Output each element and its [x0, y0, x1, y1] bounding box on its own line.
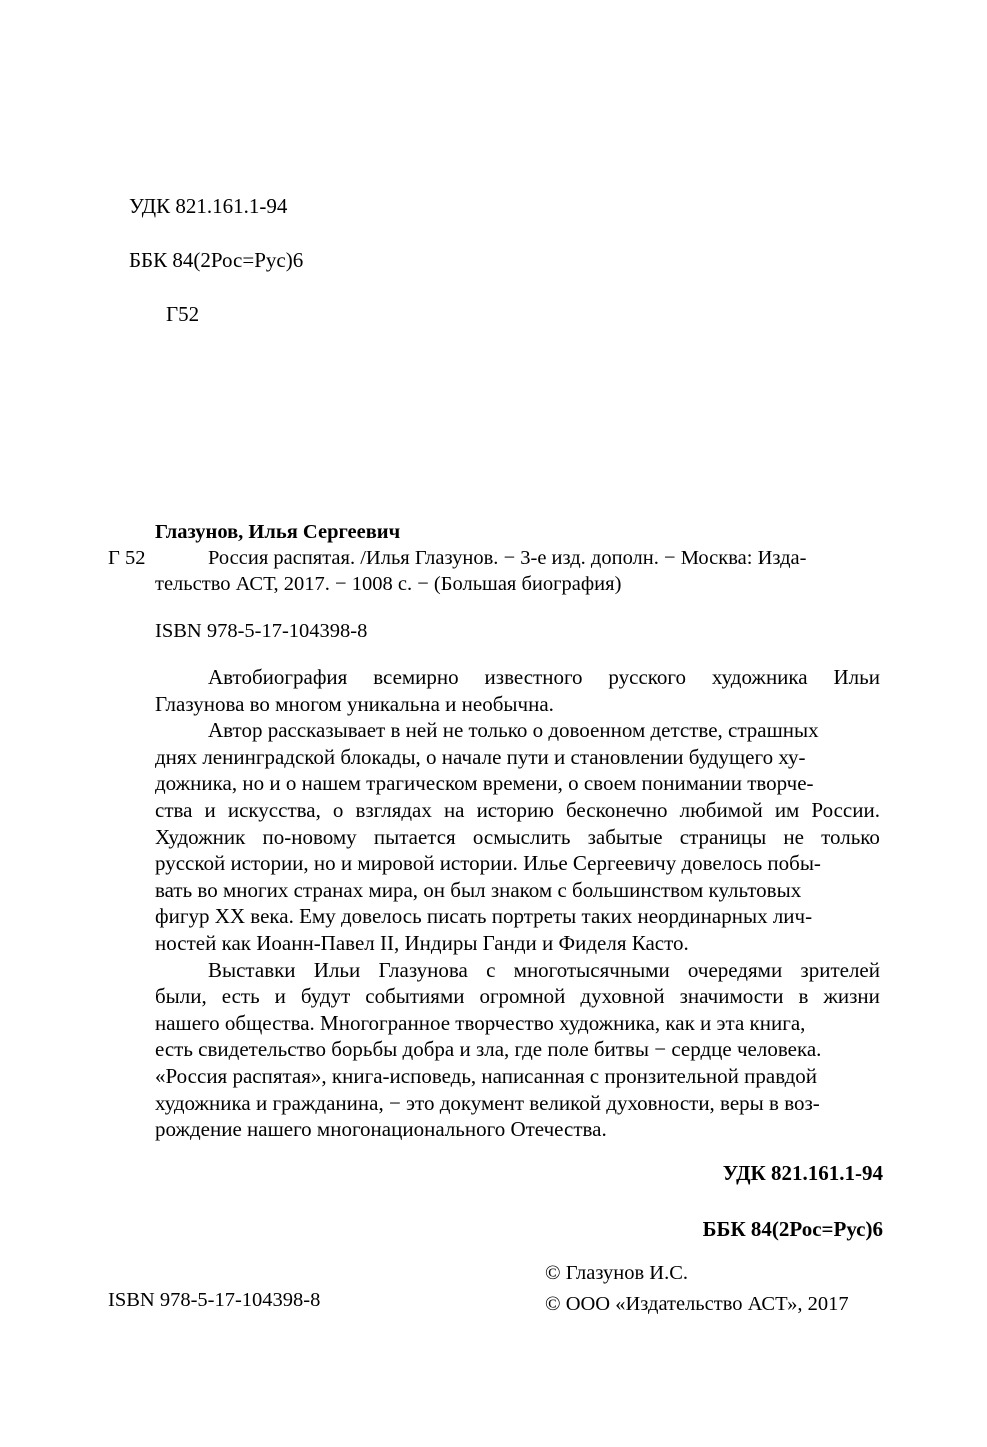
annotation-text: [155, 664, 880, 1143]
annotation-line: рождение нашего многонационального Отечества.: [155, 1117, 607, 1142]
annotation-word: ства: [155, 797, 193, 822]
annotation-word: Выставки: [208, 957, 296, 982]
copyright-author: © Глазунов И.С.: [545, 1262, 689, 1284]
record-place: − Москва: Изда-: [664, 547, 807, 569]
annotation-line: есть свидетельство борьбы добра и зла, где поле битвы − сердце человека.: [155, 1037, 822, 1062]
annotation-line: дожника, но и о нашем трагическом времени, о своем понимании творче-: [155, 771, 814, 796]
record-description-line-1: [155, 545, 883, 571]
annotation-line: [155, 797, 880, 824]
annotation-paragraph-1: [155, 664, 880, 717]
footer-isbn: ISBN 978-5-17-104398-8: [108, 1289, 321, 1311]
annotation-line: [155, 664, 880, 691]
annotation-word: Автобиография: [208, 665, 348, 689]
classification-codes-bottom: [0, 1131, 883, 1271]
annotation-word: были,: [155, 984, 207, 1009]
annotation-word: осмыслить: [472, 824, 571, 849]
udk-code-top: УДК 821.161.1-94: [129, 194, 288, 218]
bibliographic-record: [108, 519, 883, 644]
record-title: Россия распятая. /Илья Глазунов.: [208, 547, 499, 569]
annotation-word: по-новому: [262, 824, 357, 849]
annotation-word: и: [204, 797, 216, 822]
annotation-word: России.: [811, 797, 880, 822]
bbk-code-bottom: ББК 84(2Рос=Рус)6: [702, 1217, 883, 1241]
annotation-line: Глазунова во многом уникальна и необычна.: [155, 691, 554, 716]
annotation-word: историю: [476, 797, 554, 822]
record-description: [155, 545, 883, 597]
annotation-line: [155, 983, 880, 1010]
annotation-word: значимости: [679, 984, 784, 1009]
annotation-paragraph-2: [155, 717, 880, 956]
annotation-word: Художник: [155, 824, 246, 849]
record-body: [108, 545, 883, 597]
record-isbn: ISBN 978-5-17-104398-8: [155, 620, 368, 642]
bbk-code-top: ББК 84(2Рос=Рус)6: [129, 248, 304, 272]
annotation-word: любимой: [679, 797, 763, 822]
annotation-line: фигур XX века. Ему довелось писать портреты таких неординарных лич-: [155, 904, 813, 929]
annotation-word: взглядах: [355, 797, 432, 822]
annotation-line: нашего общества. Многогранное творчество художника, как и эта книга,: [155, 1010, 806, 1035]
annotation-word: страницы: [679, 824, 767, 849]
annotation-word: только: [821, 824, 880, 849]
annotation-word: бесконечно: [566, 797, 668, 822]
record-author-name: Глазунов, Илья Сергеевич: [155, 521, 401, 543]
copyright-publisher: © ООО «Издательство АСТ», 2017: [545, 1293, 849, 1315]
annotation-word: жизни: [823, 984, 880, 1009]
annotation-word: огромной: [479, 984, 566, 1009]
footer-copyright: [545, 1258, 849, 1320]
annotation-word: не: [783, 824, 804, 849]
annotation-paragraph-3: [155, 957, 880, 1143]
annotation-word: многотысячными: [513, 957, 670, 982]
annotation-line: ностей как Иоанн-Павел II, Индиры Ганди и Фиделя Касто.: [155, 930, 689, 955]
annotation-word: известного: [484, 665, 583, 689]
annotation-line: русской истории, но и мировой истории. Илье Сергеевичу довелось побы-: [155, 851, 821, 876]
annotation-word: будут: [300, 984, 351, 1009]
annotation-word: зрителей: [800, 957, 880, 982]
record-edition: − 3-е изд. дополн.: [503, 547, 659, 569]
annotation-line: «Россия распятая», книга-исповедь, написанная с пронзительной правдой: [155, 1063, 818, 1088]
annotation-word: пытается: [373, 824, 456, 849]
annotation-line: [155, 824, 880, 851]
annotation-word: о: [332, 797, 344, 822]
annotation-line: Автор рассказывает в ней не только о довоенном детстве, страшных: [208, 718, 819, 743]
annotation-line: днях ленинградской блокады, о начале пути и становлении будущего ху-: [155, 744, 806, 769]
annotation-word: искусства,: [227, 797, 321, 822]
annotation-line: [155, 957, 880, 984]
annotation-word: в: [798, 984, 809, 1009]
annotation-word: с: [486, 957, 496, 982]
annotation-word: Ильи: [313, 957, 361, 982]
classification-codes-top: [108, 166, 303, 382]
annotation-word: забытые: [587, 824, 663, 849]
annotation-word: очередями: [687, 957, 783, 982]
author-sign-top: Г52: [166, 302, 200, 326]
annotation-word: есть: [221, 984, 260, 1009]
annotation-word: духовной: [580, 984, 665, 1009]
annotation-word: художника: [711, 665, 808, 689]
record-shelf-mark: Г 52: [108, 547, 146, 569]
annotation-line: вать во многих странах мира, он был знаком с большинством культовых: [155, 877, 802, 902]
annotation-word: на: [443, 797, 465, 822]
annotation-word: Глазунова: [378, 957, 468, 982]
annotation-word: Ильи: [833, 665, 880, 689]
annotation-word: событиями: [365, 984, 465, 1009]
annotation-word: русского: [608, 665, 687, 689]
annotation-line: художника и гражданина, − это документ великой духовности, веры в воз-: [155, 1090, 820, 1115]
udk-code-bottom: УДК 821.161.1-94: [722, 1161, 883, 1185]
annotation-word: и: [274, 984, 286, 1009]
annotation-word: всемирно: [373, 665, 459, 689]
annotation-word: им: [774, 797, 800, 822]
record-description-line-2: тельство АСТ, 2017. − 1008 с. − (Большая биография): [155, 573, 622, 595]
